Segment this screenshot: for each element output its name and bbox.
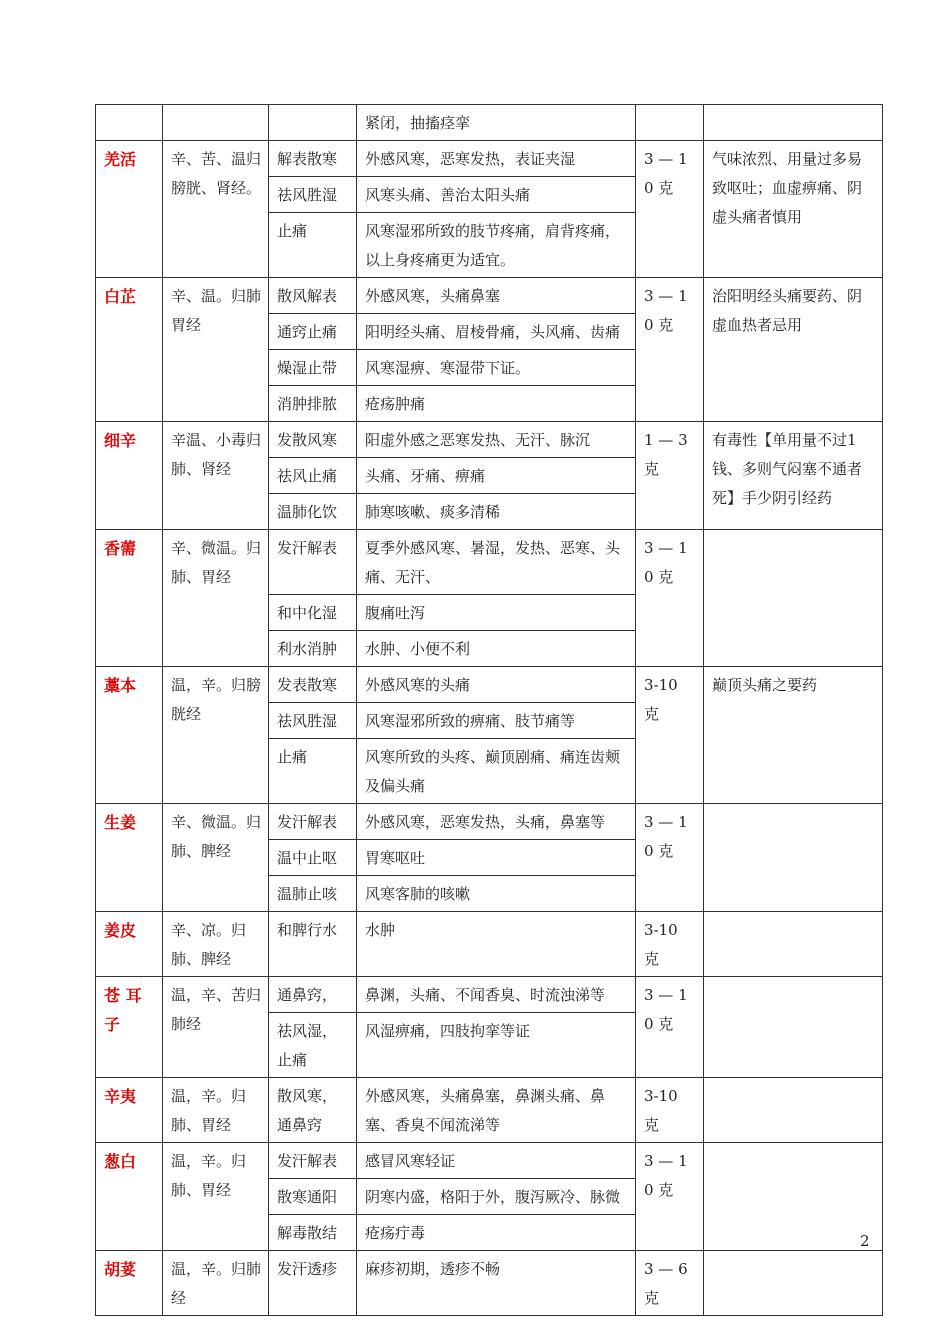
table-row — [96, 667, 883, 703]
herb-name: 白芷 — [96, 278, 163, 422]
table-row — [96, 530, 883, 595]
herb-name: 苍 耳 子 — [96, 977, 163, 1078]
herb-function: 发汗透疹 — [269, 1251, 357, 1316]
herb-name — [96, 105, 163, 141]
herb-indication: 肺寒咳嗽、痰多清稀 — [357, 494, 636, 530]
herb-nature: 温，辛、苦归肺经 — [163, 977, 269, 1078]
herb-name: 藁本 — [96, 667, 163, 804]
herb-nature: 温，辛。归膀胱经 — [163, 667, 269, 804]
herb-function: 通窍止痛 — [269, 314, 357, 350]
herb-nature: 辛、微温。归肺、脾经 — [163, 804, 269, 912]
herb-dose: 3 — 10 克 — [636, 977, 704, 1078]
herb-nature: 辛、苦、温归膀胱、肾经。 — [163, 141, 269, 278]
herb-indication: 夏季外感风寒、暑湿，发热、恶寒、头痛、无汗、 — [357, 530, 636, 595]
herb-table-body — [96, 105, 883, 1316]
herb-notes — [704, 530, 883, 667]
herb-indication: 外感风寒，头痛鼻塞 — [357, 278, 636, 314]
herb-function: 和中化湿 — [269, 595, 357, 631]
herb-indication: 风寒湿邪所致的肢节疼痛，肩背疼痛，以上身疼痛更为适宜。 — [357, 213, 636, 278]
herb-indication: 水肿、小便不利 — [357, 631, 636, 667]
herb-notes — [704, 912, 883, 977]
herb-function: 祛风胜湿 — [269, 177, 357, 213]
herb-indication: 头痛、牙痛、痹痛 — [357, 458, 636, 494]
herb-name: 生姜 — [96, 804, 163, 912]
herb-table — [95, 104, 883, 1316]
herb-indication: 外感风寒，头痛鼻塞，鼻渊头痛、鼻塞、香臭不闻流涕等 — [357, 1078, 636, 1143]
herb-function — [269, 105, 357, 141]
herb-function: 燥湿止带 — [269, 350, 357, 386]
herb-dose — [636, 105, 704, 141]
herb-indication: 鼻渊，头痛、不闻香臭、时流浊涕等 — [357, 977, 636, 1013]
herb-dose: 3 — 10 克 — [636, 141, 704, 278]
herb-nature: 温，辛。归肺、胃经 — [163, 1143, 269, 1251]
herb-function: 解毒散结 — [269, 1215, 357, 1251]
herb-name: 姜皮 — [96, 912, 163, 977]
herb-function: 消肿排脓 — [269, 386, 357, 422]
table-row — [96, 1078, 883, 1143]
herb-function: 发散风寒 — [269, 422, 357, 458]
herb-notes — [704, 1078, 883, 1143]
herb-nature: 温，辛。归肺经 — [163, 1251, 269, 1316]
herb-indication: 风湿痹痛，四肢拘挛等证 — [357, 1013, 636, 1078]
table-row — [96, 422, 883, 458]
herb-indication: 麻疹初期，透疹不畅 — [357, 1251, 636, 1316]
herb-indication: 外感风寒的头痛 — [357, 667, 636, 703]
herb-dose: 3 — 10 克 — [636, 1143, 704, 1251]
herb-notes: 巅顶头痛之要药 — [704, 667, 883, 804]
herb-function: 止痛 — [269, 739, 357, 804]
herb-indication: 感冒风寒轻证 — [357, 1143, 636, 1179]
herb-indication: 胃寒呕吐 — [357, 840, 636, 876]
herb-notes — [704, 977, 883, 1078]
herb-function: 解表散寒 — [269, 141, 357, 177]
herb-dose: 1 — 3 克 — [636, 422, 704, 530]
herb-name: 羌活 — [96, 141, 163, 278]
herb-function: 发汗解表 — [269, 530, 357, 595]
herb-notes: 治阳明经头痛要药、阴虚血热者忌用 — [704, 278, 883, 422]
herb-indication: 阴寒内盛，格阳于外，腹泻厥冷、脉微 — [357, 1179, 636, 1215]
herb-function: 祛风止痛 — [269, 458, 357, 494]
table-row — [96, 1143, 883, 1179]
herb-indication: 风寒所致的头疼、巅顶剧痛、痛连齿颊及偏头痛 — [357, 739, 636, 804]
herb-function: 散风寒，通鼻窍 — [269, 1078, 357, 1143]
herb-indication: 风寒头痛、善治太阳头痛 — [357, 177, 636, 213]
herb-function: 温肺止咳 — [269, 876, 357, 912]
herb-notes — [704, 1251, 883, 1316]
herb-function: 散风解表 — [269, 278, 357, 314]
table-row — [96, 912, 883, 977]
herb-dose: 3-10 克 — [636, 912, 704, 977]
herb-function: 发表散寒 — [269, 667, 357, 703]
herb-function: 通鼻窍， — [269, 977, 357, 1013]
table-row — [96, 141, 883, 177]
herb-dose: 3 — 10 克 — [636, 278, 704, 422]
herb-nature — [163, 105, 269, 141]
table-row — [96, 1251, 883, 1316]
herb-indication: 疮疡疔毒 — [357, 1215, 636, 1251]
herb-name: 胡荽 — [96, 1251, 163, 1316]
herb-function: 祛风湿，止痛 — [269, 1013, 357, 1078]
herb-name: 葱白 — [96, 1143, 163, 1251]
table-row — [96, 278, 883, 314]
herb-indication: 阳虚外感之恶寒发热、无汗、脉沉 — [357, 422, 636, 458]
herb-function: 利水消肿 — [269, 631, 357, 667]
herb-function: 温中止呕 — [269, 840, 357, 876]
table-row — [96, 977, 883, 1013]
herb-dose: 3 — 10 克 — [636, 530, 704, 667]
herb-function: 止痛 — [269, 213, 357, 278]
herb-indication: 腹痛吐泻 — [357, 595, 636, 631]
table-row — [96, 804, 883, 840]
herb-notes — [704, 804, 883, 912]
herb-notes — [704, 105, 883, 141]
herb-nature: 辛、微温。归肺、胃经 — [163, 530, 269, 667]
herb-notes: 有毒性【单用量不过1钱、多则气闷塞不通者死】手少阴引经药 — [704, 422, 883, 530]
herb-name: 香薷 — [96, 530, 163, 667]
page-number: 2 — [860, 1232, 870, 1250]
herb-function: 发汗解表 — [269, 804, 357, 840]
herb-nature: 辛、凉。归肺、脾经 — [163, 912, 269, 977]
herb-nature: 辛、温。归肺胃经 — [163, 278, 269, 422]
herb-function: 发汗解表 — [269, 1143, 357, 1179]
herb-dose: 3 — 6 克 — [636, 1251, 704, 1316]
herb-function: 散寒通阳 — [269, 1179, 357, 1215]
herb-indication: 紧闭，抽搐痉挛 — [357, 105, 636, 141]
herb-dose: 3 — 10 克 — [636, 804, 704, 912]
herb-indication: 外感风寒，恶寒发热，头痛，鼻塞等 — [357, 804, 636, 840]
herb-indication: 外感风寒，恶寒发热，表证夹湿 — [357, 141, 636, 177]
herb-function: 和脾行水 — [269, 912, 357, 977]
herb-indication: 阳明经头痛、眉棱骨痛，头风痛、齿痛 — [357, 314, 636, 350]
table-row — [96, 105, 883, 141]
herb-indication: 水肿 — [357, 912, 636, 977]
herb-indication: 疮疡肿痛 — [357, 386, 636, 422]
herb-name: 细辛 — [96, 422, 163, 530]
herb-dose: 3-10 克 — [636, 1078, 704, 1143]
herb-dose: 3-10 克 — [636, 667, 704, 804]
herb-notes — [704, 1143, 883, 1251]
herb-indication: 风寒湿邪所致的痹痛、肢节痛等 — [357, 703, 636, 739]
herb-indication: 风寒湿痹、寒湿带下证。 — [357, 350, 636, 386]
herb-indication: 风寒客肺的咳嗽 — [357, 876, 636, 912]
herb-function: 温肺化饮 — [269, 494, 357, 530]
herb-function: 祛风胜湿 — [269, 703, 357, 739]
herb-nature: 温，辛。归肺、胃经 — [163, 1078, 269, 1143]
herb-name: 辛夷 — [96, 1078, 163, 1143]
herb-notes: 气味浓烈、用量过多易致呕吐；血虚痹痛、阴虚头痛者慎用 — [704, 141, 883, 278]
herb-nature: 辛温、小毒归肺、肾经 — [163, 422, 269, 530]
